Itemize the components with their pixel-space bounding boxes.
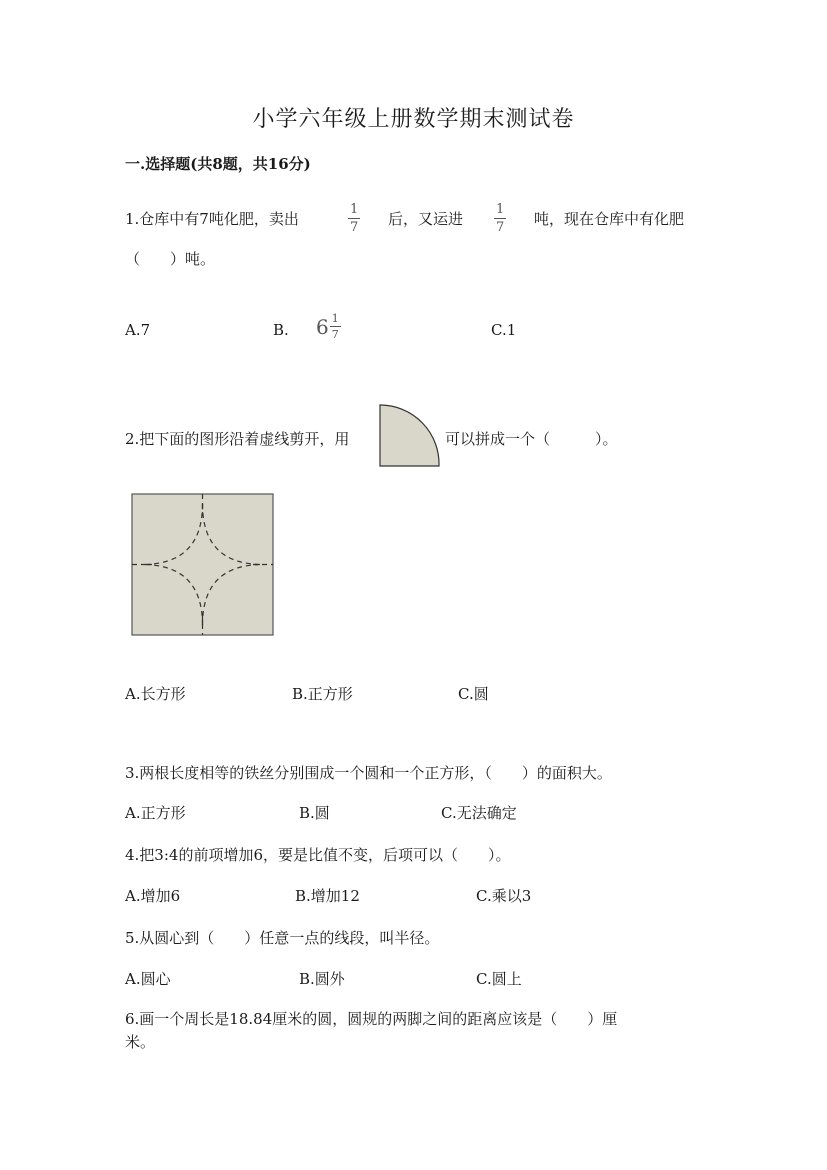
q3-option-b: B.圆: [299, 804, 330, 822]
quarter-circle-figure: [379, 404, 441, 468]
section-heading: 一.选择题(共8题，共16分): [125, 155, 311, 173]
q1-option-b-fraction: [330, 313, 341, 340]
q4-option-a: A.增加6: [125, 887, 181, 905]
q3-option-a: A.正方形: [125, 804, 186, 822]
q1-fraction-2: [494, 203, 506, 234]
q2-text-part2: 可以拼成一个（ ）。: [445, 430, 618, 448]
q1-option-b-mixed-number: [316, 312, 341, 342]
q1-option-b-label: B.: [273, 321, 289, 339]
q6-text-line2: 米。: [125, 1033, 156, 1051]
q1-option-c: C.1: [491, 321, 517, 339]
q1-text-part2: 后，又运进: [388, 210, 464, 228]
q1-option-b-whole: 6: [316, 315, 329, 339]
q1-fraction-1-denominator: 7: [350, 220, 359, 235]
q2-option-c: C.圆: [458, 685, 489, 703]
q3-text: 3.两根长度相等的铁丝分别围成一个圆和一个正方形，（ ）的面积大。: [125, 764, 612, 782]
q1-text-part1: 1.仓库中有7吨化肥，卖出: [125, 210, 299, 228]
q2-option-a: A.长方形: [125, 685, 186, 703]
q1-fraction-1: [348, 203, 360, 234]
q5-option-b: B.圆外: [299, 970, 345, 988]
fraction-bar: [494, 218, 506, 219]
q5-option-a: A.圆心: [125, 970, 171, 988]
q2-text-part1: 2.把下面的图形沿着虚线剪开，用: [125, 430, 350, 448]
q2-option-b: B.正方形: [292, 685, 353, 703]
fraction-bar: [330, 326, 341, 327]
q4-option-b: B.增加12: [295, 887, 360, 905]
q1-option-a: A.7: [125, 321, 151, 339]
q1-option-b-numerator: 1: [331, 312, 339, 325]
q1-text-part3: 吨，现在仓库中有化肥: [534, 210, 685, 228]
q1-option-b-denominator: 7: [331, 328, 339, 341]
q1-fraction-2-denominator: 7: [496, 220, 505, 235]
q5-text: 5.从圆心到（ ）任意一点的线段，叫半径。: [125, 929, 440, 947]
q1-fraction-1-numerator: 1: [350, 202, 359, 217]
page-title: 小学六年级上册数学期末测试卷: [252, 107, 575, 132]
q6-text-line1: 6.画一个周长是18.84厘米的圆，圆规的两脚之间的距离应该是（ ）厘: [125, 1010, 618, 1028]
q1-fraction-2-numerator: 1: [496, 202, 505, 217]
fraction-bar: [348, 218, 360, 219]
square-cut-figure: [130, 492, 275, 637]
q4-option-c: C.乘以3: [476, 887, 532, 905]
q5-option-c: C.圆上: [476, 970, 522, 988]
q1-text-part4: （ ）吨。: [125, 250, 216, 268]
q3-option-c: C.无法确定: [441, 804, 517, 822]
q4-text: 4.把3:4的前项增加6，要是比值不变，后项可以（ ）。: [125, 846, 511, 864]
